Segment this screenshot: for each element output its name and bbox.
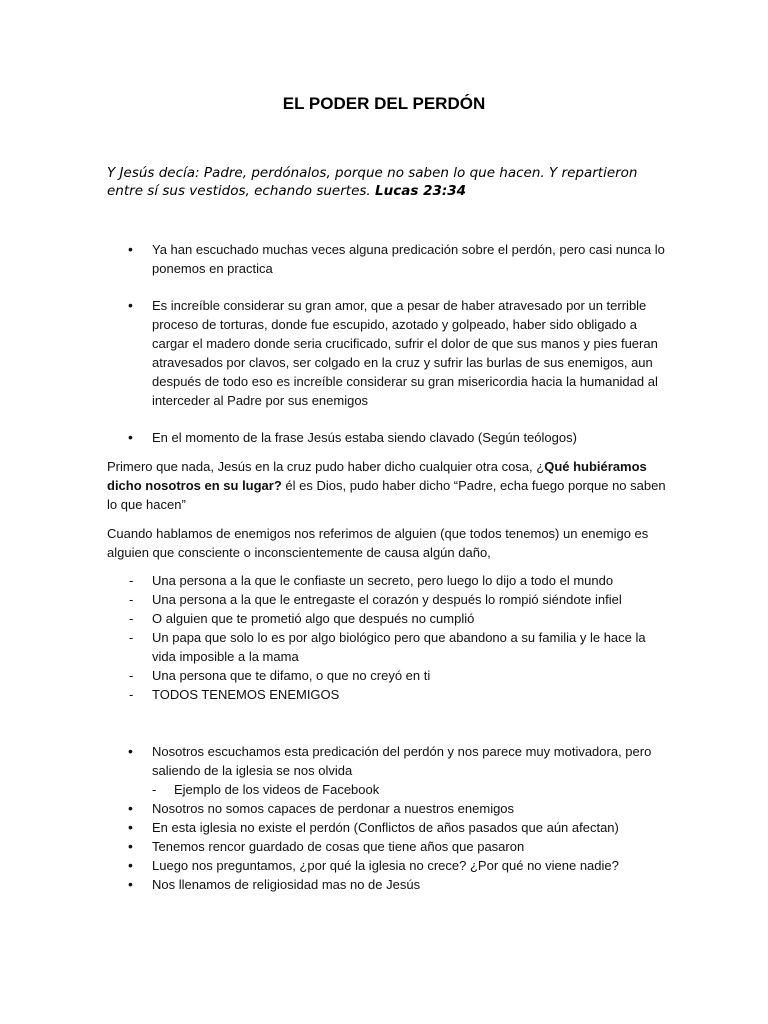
list-item-text: Un papa que solo lo es por algo biológico pero que abandono a su familia y le hace la vida imposible a la mama xyxy=(152,630,646,664)
bullet-list-closing xyxy=(107,742,667,894)
bullet-marker: • xyxy=(128,876,133,892)
bullet-text: Tenemos rencor guardado de cosas que tiene años que pasaron xyxy=(152,839,525,854)
bullet-item xyxy=(107,875,667,894)
dash-marker: - xyxy=(129,687,134,702)
bullet-item xyxy=(107,799,667,818)
bullet-marker: • xyxy=(128,743,133,759)
bullet-text: Nosotros no somos capaces de perdonar a nuestros enemigos xyxy=(152,801,515,816)
bullet-item xyxy=(107,818,667,837)
bullet-text: Luego nos preguntamos, ¿por qué la iglesia no crece? ¿Por qué no viene nadie? xyxy=(152,858,619,873)
dash-marker: - xyxy=(129,668,134,683)
list-item xyxy=(107,628,667,666)
dash-marker: - xyxy=(129,630,134,645)
list-item-text: Una persona a la que le entregaste el corazón y después lo rompió siéndote infiel xyxy=(152,592,622,607)
paragraph-bold-question: Qué hubiéramos dicho nosotros en su lugar? xyxy=(107,459,647,493)
verse-text: Y Jesús decía: Padre, perdónalos, porque no saben lo que hacen. Y repartieron entre sí sus vestidos, echando suertes. xyxy=(107,165,638,199)
bullet-marker: • xyxy=(128,857,133,873)
paragraph-text: Primero que nada, Jesús en la cruz pudo haber dicho cualquier otra cosa, ¿ xyxy=(107,459,545,474)
bullet-list-moment xyxy=(107,428,667,447)
bullet-text: Nosotros escuchamos esta predicación del perdón y nos parece muy motivadora, pero saliendo de la iglesia se nos olvida xyxy=(152,744,652,778)
bullet-item xyxy=(107,240,667,278)
bullet-marker: • xyxy=(128,297,133,313)
dash-marker: - xyxy=(129,611,134,626)
sub-list-item xyxy=(107,780,667,799)
dash-marker: - xyxy=(152,782,157,797)
bullet-item xyxy=(107,296,667,410)
bullet-text: Nos llenamos de religiosidad mas no de Jesús xyxy=(152,877,421,892)
paragraph-first xyxy=(107,457,667,514)
list-item-text: O alguien que te prometió algo que después no cumplió xyxy=(152,611,475,626)
bullet-text: En esta iglesia no existe el perdón (Conflictos de años pasados que aún afectan) xyxy=(152,820,619,835)
bible-verse xyxy=(107,164,667,200)
list-item xyxy=(107,685,667,704)
bullet-marker: • xyxy=(128,819,133,835)
list-item xyxy=(107,609,667,628)
bullet-marker: • xyxy=(128,429,133,445)
paragraph-enemies xyxy=(107,524,667,562)
bullet-item xyxy=(107,837,667,856)
sub-list-item-text: Ejemplo de los videos de Facebook xyxy=(174,782,380,797)
bullet-item xyxy=(107,428,667,447)
dash-list xyxy=(107,571,667,704)
bullet-text: Es increíble considerar su gran amor, que a pesar de haber atravesado por un terrible proceso de torturas, donde fue escupido, azotado y golpeado, haber sido obligado a cargar el madero donde seria crucificado, sufrir el dolor de que sus manos y pies fueran atravesados por clavos, ser colgado en la cruz y sufrir las burlas de sus enemigos, aun después de todo eso es increíble considerar su gran misericordia hacia la humanidad al interceder al Padre por sus enemigos xyxy=(152,298,658,408)
bullet-marker: • xyxy=(128,241,133,257)
bullet-marker: • xyxy=(128,838,133,854)
list-item xyxy=(107,590,667,609)
list-item-text: TODOS TENEMOS ENEMIGOS xyxy=(152,687,340,702)
bullet-text: Ya han escuchado muchas veces alguna predicación sobre el perdón, pero casi nunca lo ponemos en practica xyxy=(152,242,665,276)
bullet-list-intro xyxy=(107,240,667,278)
dash-marker: - xyxy=(129,573,134,588)
list-item xyxy=(107,666,667,685)
paragraph-text: él es Dios, pudo haber dicho “Padre, echa fuego porque no saben lo que hacen” xyxy=(107,478,666,512)
list-item xyxy=(107,571,667,590)
verse-reference: Lucas 23:34 xyxy=(375,183,467,199)
list-item-text: Una persona que te difamo, o que no creyó en ti xyxy=(152,668,431,683)
paragraph-text: Cuando hablamos de enemigos nos referimos de alguien (que todos tenemos) un enemigo es alguien que consciente o inconscientemente de causa algún daño, xyxy=(107,526,649,560)
bullet-marker: • xyxy=(128,800,133,816)
bullet-list-love xyxy=(107,296,667,410)
document-title: EL PODER DEL PERDÓN xyxy=(282,94,486,113)
bullet-item xyxy=(107,742,667,780)
bullet-text: En el momento de la frase Jesús estaba siendo clavado (Según teólogos) xyxy=(152,430,577,445)
list-item-text: Una persona a la que le confiaste un secreto, pero luego lo dijo a todo el mundo xyxy=(152,573,614,588)
bullet-item xyxy=(107,856,667,875)
dash-marker: - xyxy=(129,592,134,607)
